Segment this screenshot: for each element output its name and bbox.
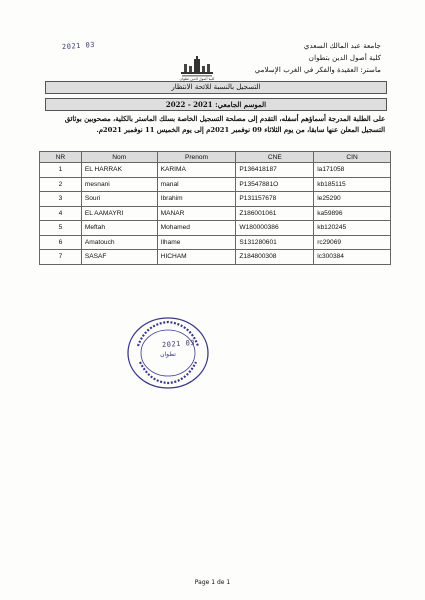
header-cin: CIN — [314, 152, 391, 163]
cell-nom: mesnani — [81, 177, 157, 192]
cell-nom: EL HARRAK — [81, 163, 157, 178]
cell-cin: lc300384 — [314, 250, 391, 265]
header-nr: NR — [40, 152, 82, 163]
cell-prenom: MANAR — [157, 206, 236, 221]
official-seal — [126, 316, 210, 390]
cell-nom: Meftah — [81, 221, 157, 236]
faculty-logo — [180, 56, 214, 78]
header-cne: CNE — [236, 152, 314, 163]
header-nom: Nom — [81, 152, 157, 163]
table-row — [40, 192, 391, 207]
table-row — [40, 163, 391, 178]
cell-nr: 2 — [40, 177, 82, 192]
received-date-stamp: 2021 03 — [61, 40, 96, 52]
seal-center-text: تطوان — [160, 351, 176, 358]
cell-nr: 3 — [40, 192, 82, 207]
cell-nr: 5 — [40, 221, 82, 236]
cell-cne: Z184800308 — [236, 250, 314, 265]
cell-nr: 6 — [40, 235, 82, 250]
cell-prenom: KARIMA — [157, 163, 236, 178]
cell-prenom: HICHAM — [157, 250, 236, 265]
instructions-text: على الطلبة المدرجة أسماؤهم أسفله، التقدم إلى مصلحة التسجيل الخاصة بسلك الماستر بالكلية، مصحوبين بوثائق التسجيل المعلن عنها سابقا، من يوم الثلاثاء 09 نوفمبر 2021م إلى يوم الخميس 11 نوفمبر 2021م. — [64, 115, 385, 134]
cell-cne: S131280601 — [236, 235, 314, 250]
cell-prenom: manal — [157, 177, 236, 192]
cell-nom: Amatouch — [81, 235, 157, 250]
cell-cin: le25290 — [314, 192, 391, 207]
cell-cne: P136418187 — [236, 163, 314, 178]
page-title: التسجيل بالنسبة للائحة الانتظار — [45, 81, 387, 94]
cell-prenom: Ibrahim — [157, 192, 236, 207]
cell-nom: EL AAMAYRI — [81, 206, 157, 221]
academic-year: الموسم الجامعي: 2021 - 2022 — [45, 98, 387, 111]
cell-cne: P131157678 — [236, 192, 314, 207]
page-number: Page 1 de 1 — [194, 579, 231, 586]
cell-nom: Souri — [81, 192, 157, 207]
table-row — [40, 221, 391, 236]
cell-prenom: Mohamed — [157, 221, 236, 236]
cell-cin: la171058 — [314, 163, 391, 178]
cell-nr: 7 — [40, 250, 82, 265]
table-row — [40, 250, 391, 265]
cell-cne: Z186001061 — [236, 206, 314, 221]
master-program: ماستر: العقيدة والفكر في الغرب الإسلامي — [254, 65, 381, 74]
cell-cin: ka59896 — [314, 206, 391, 221]
cell-cin: rc29069 — [314, 235, 391, 250]
cell-nr: 4 — [40, 206, 82, 221]
received-date-stamp-2: 2021 03 — [161, 338, 196, 350]
cell-prenom: Ilhame — [157, 235, 236, 250]
cell-cin: kb120245 — [314, 221, 391, 236]
cell-cne: P13547881O — [236, 177, 314, 192]
table-header-row — [40, 152, 391, 163]
institution-header — [255, 40, 381, 76]
header-prenom: Prenom — [157, 152, 236, 163]
table-row — [40, 206, 391, 221]
university-name: جامعة عبد المالك السعدي — [303, 41, 381, 50]
faculty-name: كلية أصول الدين بتطوان — [308, 53, 381, 62]
logo-caption: كلية أصول الدين تطوان — [179, 77, 215, 81]
table-row — [40, 235, 391, 250]
students-table — [39, 151, 391, 265]
cell-nr: 1 — [40, 163, 82, 178]
cell-cne: W180000386 — [236, 221, 314, 236]
cell-nom: SASAF — [81, 250, 157, 265]
table-row — [40, 177, 391, 192]
cell-cin: kb185115 — [314, 177, 391, 192]
